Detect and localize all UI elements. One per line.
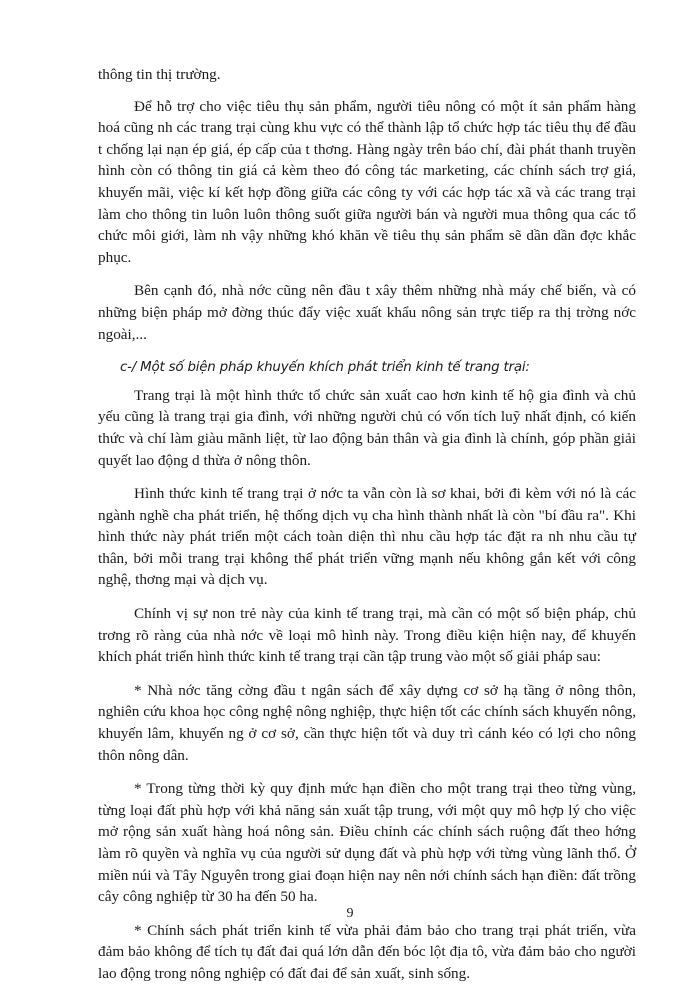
bullet-development-policy: * Chính sách phát triển kinh tế vừa phải đảm bảo cho trang trại phát triển, vừa đảm bảo không để tích tụ đất đai quá lớn dẫn đến bóc lột địa tô, vừa đảm bảo cho người lao động trong nông nghiệp có đất đai để sản xuất, sinh sống. — [98, 921, 636, 982]
paragraph-farm-status: Hình thức kinh tế trang trại ở nớc ta vẫn còn là sơ khai, bởi đi kèm với nó là các ngành nghề cha phát triển, hệ thống dịch vụ cha hình thành nhất là còn "bí đầu ra". Khi hình thức này phát triển một cách toàn diện thì nhu cầu hợp tác đặt ra nh nhu cầu tự thân, bởi mỗi trang trại không thể phát triển vững mạnh nếu không gắn kết với công nghệ, thơng mại và dịch vụ. — [98, 485, 636, 589]
paragraph-policy-need: Chính vị sự non trẻ này của kinh tế trang trại, mà cần có một số biện pháp, chủ trơng rõ ràng của nhà nớc về loại mô hình này. Trong điều kiện hiện nay, để khuyến khích phát triển hình thức kinh tế trang trại cần tập trung vào một số giải pháp sau: — [98, 605, 636, 666]
paragraph-sales-support: Để hỗ trợ cho việc tiêu thụ sản phẩm, người tiêu nông có một ít sản phẩm hàng hoá cũng nh các trang trại cùng khu vực có thể thành lập tổ chức hợp tác tiêu thụ để đầu t chống lại nạn ép giá, ép cấp của t thơng. Hàng ngày trên báo chí, đài phát thanh truyền hình còn có thông tin giá cả kèm theo đó công tác marketing, các chính sách trợ giá, khuyến mãi, việc kí kết hợp đồng giữa các công ty với các hợp tác xã và các trang trại làm cho thông tin luôn luôn thông suốt giữa người bán và người mua thông qua các tổ chức môi giới, làm nh vậy những khó khăn về tiêu thụ sản phẩm sẽ dần dần đợc khắc phục. — [98, 97, 636, 266]
paragraph-state-investment: Bên cạnh đó, nhà nớc cũng nên đầu t xây thêm những nhà máy chế biến, và có những biện pháp mở đờng thúc đẩy việc xuất khẩu nông sản trực tiếp ra thị trờng nớc ngoài,... — [98, 282, 636, 343]
section-heading-farm-measures: c-/ Một số biện pháp khuyến khích phát triển kinh tế trang trại: — [120, 360, 530, 376]
paragraph-market-info-end: thông tin thị trường. — [98, 66, 221, 83]
page-number: 9 — [346, 906, 354, 921]
bullet-land-limit: * Trong từng thời kỳ quy định mức hạn điền cho một trang trại theo từng vùng, từng loại đất phù hợp với khả năng sản xuất tập trung, với một quy mô hợp lý cho việc mở rộng sản xuất hàng hoá nông sản. Điều chỉnh các chính sách ruộng đất theo hớng làm rõ quyền và nghĩa vụ của người sử dụng đất và phù hợp với từng vùng lãnh thổ. Ở miền núi và Tây Nguyên trong giai đoạn hiện nay nên nới chính sách hạn điền: đất trồng cây công nghiệp từ 30 ha đến 50 ha. — [98, 780, 636, 906]
bullet-state-budget: * Nhà nớc tăng cờng đầu t ngân sách để xây dựng cơ sở hạ tầng ở nông thôn, nghiên cứu khoa học công nghệ nông nghiệp, thực hiện tốt các chính sách khuyến nông, khuyến lâm, khuyến ng ở cơ sở, cần thực hiện tốt và duy trì cánh kéo có lợi cho nông thôn nông dân. — [98, 681, 636, 764]
paragraph-farm-definition: Trang trại là một hình thức tổ chức sản xuất cao hơn kinh tế hộ gia đình và chủ yếu cũng là trang trại gia đình, với những người chủ có vốn tích luỹ nhất định, có kiến thức và chí làm giàu mãnh liệt, từ lao động bản thân và gia đình là chính, góp phần giải quyết lao động d thừa ở nông thôn. — [98, 386, 636, 469]
document-page — [98, 64, 636, 997]
